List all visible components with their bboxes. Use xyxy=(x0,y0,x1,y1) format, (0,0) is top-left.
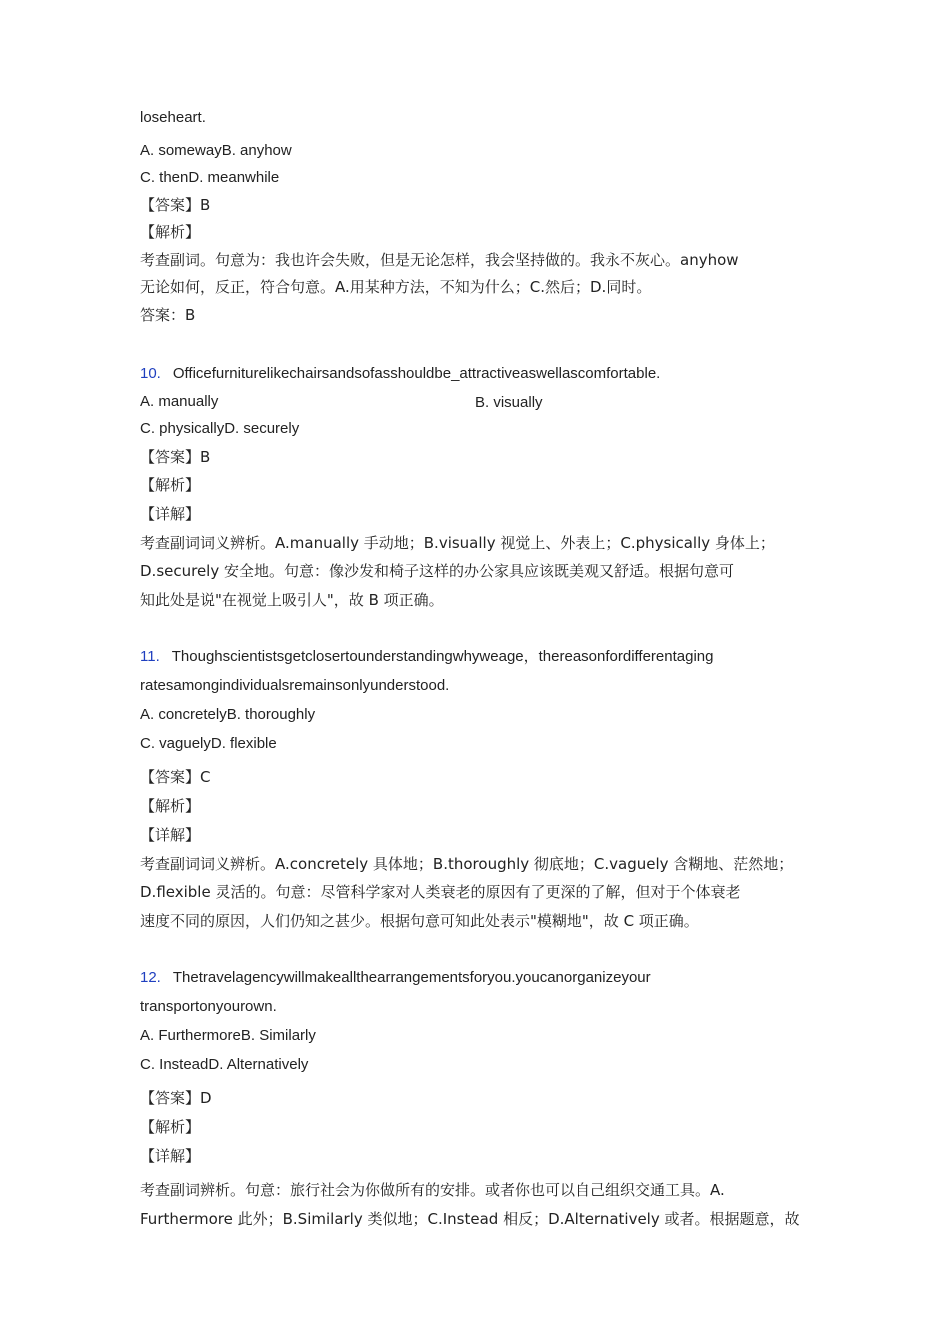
q10-stem xyxy=(140,364,660,384)
q9-analysis-label: 【解析】 xyxy=(140,223,201,241)
q12-explanation-line-2: Furthermore 此外；B.Similarly 类似地；C.Instead 相反；D.Alternatively 或者。根据题意，故 xyxy=(140,1210,800,1228)
q11-stem-line-2: ratesamongindividualsremainsonlyunderstood. xyxy=(140,677,450,694)
q12-explanation-line-1: 考查副词辨析。句意：旅行社会为你做所有的安排。或者你也可以自己组织交通工具。A. xyxy=(140,1181,725,1199)
q10-option-a: A. manually xyxy=(140,393,219,410)
q9-answer: 【答案】B xyxy=(140,196,211,214)
q10-detail-label: 【详解】 xyxy=(140,505,201,523)
q10-options-cd: C. physicallyD. securely xyxy=(140,420,300,437)
q12-detail-label: 【详解】 xyxy=(140,1147,201,1165)
q9-stem-tail: loseheart. xyxy=(140,109,206,126)
q12-options-cd: C. InsteadD. Alternatively xyxy=(140,1056,309,1073)
q10-explanation-line-2: D.securely 安全地。句意：像沙发和椅子这样的办公家具应该既美观又舒适。根据句意可 xyxy=(140,562,734,580)
q12-stem-line-2: transportonyourown. xyxy=(140,998,277,1015)
q11-stem-line-1 xyxy=(140,647,714,667)
q12-stem-line-1 xyxy=(140,968,651,988)
q11-stem-text: Thoughscientistsgetclosertounderstandingwhyweage，thereasonfordifferentaging xyxy=(171,648,714,665)
q10-analysis-label: 【解析】 xyxy=(140,476,201,494)
q11-number: 11. xyxy=(140,648,160,665)
q10-option-b: B. visually xyxy=(475,394,543,411)
q10-stem-text: Officefurniturelikechairsandsofasshouldbe_attractiveaswellascomfortable. xyxy=(172,365,661,382)
q11-answer: 【答案】C xyxy=(140,768,211,786)
q11-options-ab: A. concretelyB. thoroughly xyxy=(140,706,316,723)
q9-explanation-line-2: 无论如何，反正，符合句意。A.用某种方法，不知为什么；C.然后；D.同时。 xyxy=(140,278,652,296)
q11-options-cd: C. vaguelyD. flexible xyxy=(140,735,277,752)
q12-options-ab: A. FurthermoreB. Similarly xyxy=(140,1027,316,1044)
q11-detail-label: 【详解】 xyxy=(140,826,201,844)
q11-explanation-line-3: 速度不同的原因，人们仍知之甚少。根据句意可知此处表示"模糊地"，故 C 项正确。 xyxy=(140,912,699,930)
q12-number: 12. xyxy=(140,969,161,986)
q9-options-cd: C. thenD. meanwhile xyxy=(140,169,280,186)
q11-explanation-line-1: 考查副词词义辨析。A.concretely 具体地；B.thoroughly 彻底地；C.vaguely 含糊地、茫然地； xyxy=(140,855,794,873)
q10-explanation-line-1: 考查副词词义辨析。A.manually 手动地；B.visually 视觉上、外表上；C.physically 身体上； xyxy=(140,534,775,552)
q9-explanation-line-1: 考查副词。句意为：我也许会失败，但是无论怎样，我会坚持做的。我永不灰心。anyhow xyxy=(140,251,739,269)
q11-analysis-label: 【解析】 xyxy=(140,797,201,815)
q10-explanation-line-3: 知此处是说"在视觉上吸引人"，故 B 项正确。 xyxy=(140,591,444,609)
q9-options-ab: A. somewayB. anyhow xyxy=(140,142,292,159)
q9-final-answer: 答案：B xyxy=(140,306,196,324)
q12-answer: 【答案】D xyxy=(140,1089,212,1107)
q12-stem-text: Thetravelagencywillmakeallthearrangementsforyou.youcanorganizeyour xyxy=(172,969,651,986)
q11-explanation-line-2: D.flexible 灵活的。句意：尽管科学家对人类衰老的原因有了更深的了解，但对于个体衰老 xyxy=(140,883,741,901)
q10-answer: 【答案】B xyxy=(140,448,211,466)
q10-number: 10. xyxy=(140,365,161,382)
q12-analysis-label: 【解析】 xyxy=(140,1118,201,1136)
